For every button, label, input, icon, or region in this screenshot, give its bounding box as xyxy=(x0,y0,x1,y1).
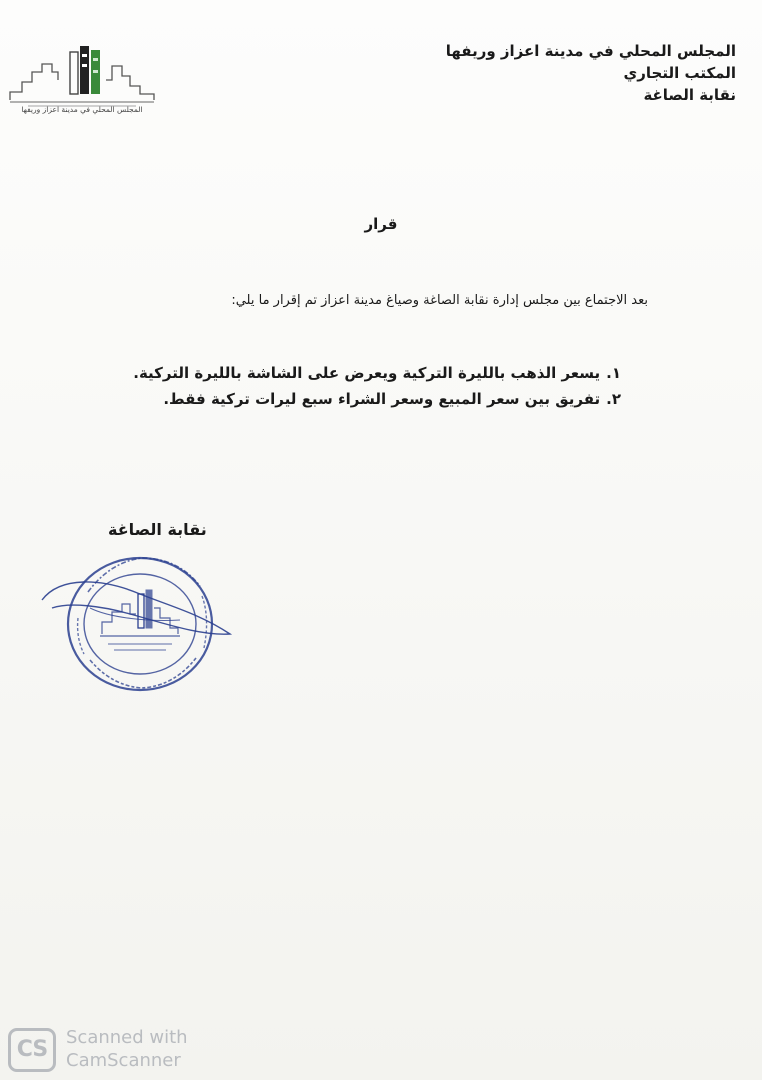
office-name: المكتب التجاري xyxy=(623,64,736,82)
watermark-line1: Scanned with xyxy=(66,1027,188,1048)
document-title: قرار xyxy=(364,215,398,233)
decision-items xyxy=(133,360,621,412)
camscanner-logo: CS xyxy=(8,1028,56,1072)
scanner-watermark xyxy=(8,1022,208,1078)
decision-item xyxy=(133,360,621,386)
official-stamp xyxy=(30,548,240,698)
watermark-text xyxy=(66,1026,188,1072)
union-name: نقابة الصاغة xyxy=(643,86,736,104)
council-logo xyxy=(8,42,156,132)
item-number: ١. xyxy=(606,364,621,382)
logo-caption: المجلس المحلي في مدينة اعزاز وريفها xyxy=(21,105,143,114)
watermark-line2: CamScanner xyxy=(66,1050,181,1071)
decision-item xyxy=(133,386,621,412)
council-name: المجلس المحلي في مدينة اعزاز وريفها xyxy=(445,42,736,60)
signature-label: نقابة الصاغة xyxy=(108,520,207,539)
decision-intro: بعد الاجتماع بين مجلس إدارة نقابة الصاغة وصياغ مدينة اعزاز تم إقرار ما يلي: xyxy=(231,293,648,308)
item-number: ٢. xyxy=(606,390,621,408)
item-text: تفريق بين سعر المبيع وسعر الشراء سبع ليرات تركية فقط. xyxy=(163,390,601,408)
item-text: يسعر الذهب بالليرة التركية ويعرض على الشاشة بالليرة التركية. xyxy=(133,364,601,382)
letterhead xyxy=(446,40,736,106)
